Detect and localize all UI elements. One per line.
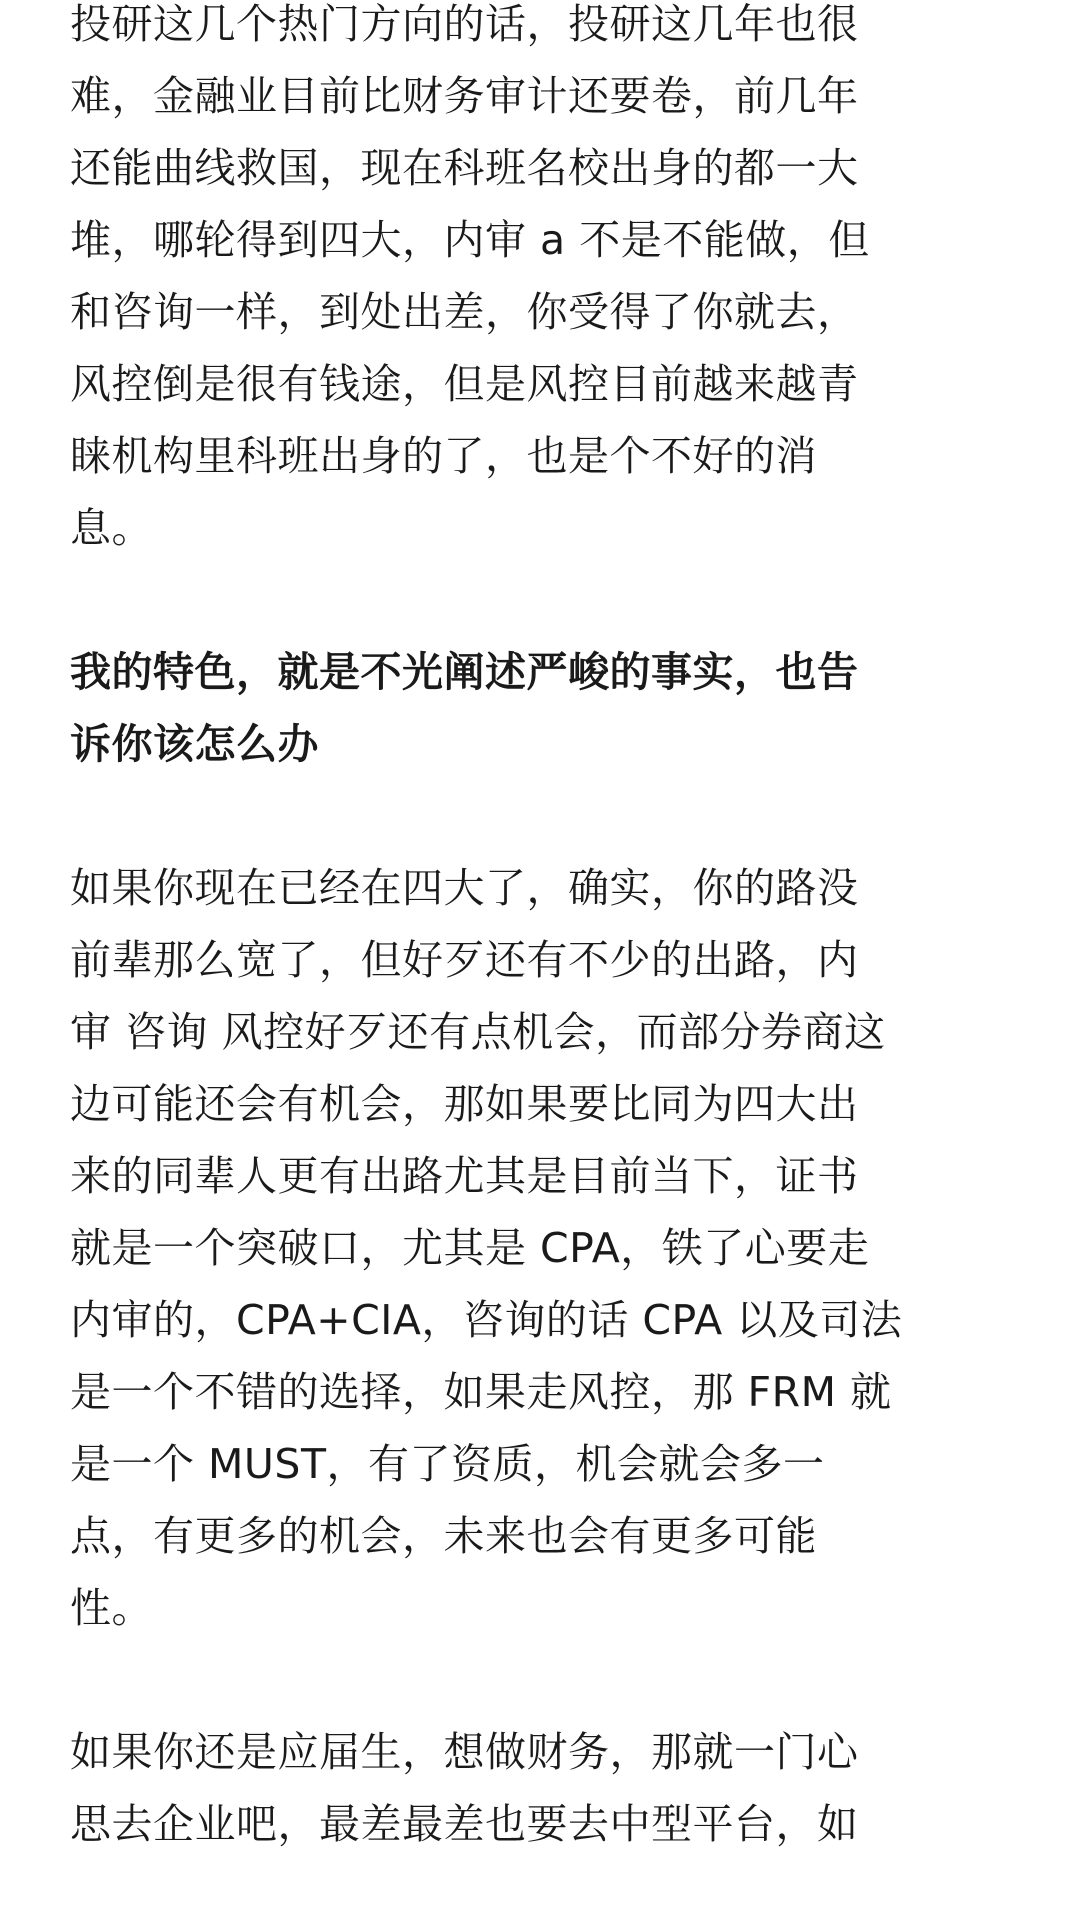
paragraph-bold-highlight: 我的特色，就是不光阐述严峻的事实，也告 诉你该怎么办: [70, 648, 859, 768]
paragraph-graduate-advice: 如果你还是应届生，想做财务，那就一门心 思去企业吧，最差最差也要去中型平台，如: [70, 1728, 859, 1848]
article-body: [70, 0, 1020, 1932]
paragraph-investment-research: 投研这几个热门方向的话，投研这几年也很 难，金融业目前比财务审计还要卷，前几年 还能曲线救国，现在科班名校出身的都一大 堆，哪轮得到四大，内审 a 不是不能做，但 和咨询一样，到处出差，你受得了你就去， 风控倒是很有钱途，但是风控目前越来越青 睐机构里科班出身的了，也是个不好的消 息。: [70, 0, 870, 552]
paragraph-big-four-advice: 如果你现在已经在四大了，确实，你的路没 前辈那么宽了，但好歹还有不少的出路，内 审 咨询 风控好歹还有点机会，而部分券商这 边可能还会有机会，那如果要比同为四大出 来的同辈人更有出路尤其是目前当下，证书 就是一个突破口，尤其是 CPA，铁了心要走 内审的，CPA+CIA，咨询的话 CPA 以及司法 是一个不错的选择，如果走风控，那 FRM 就 是一个 MUST，有了资质，机会就会多一 点，有更多的机会，未来也会有更多可能 性。: [70, 864, 903, 1632]
